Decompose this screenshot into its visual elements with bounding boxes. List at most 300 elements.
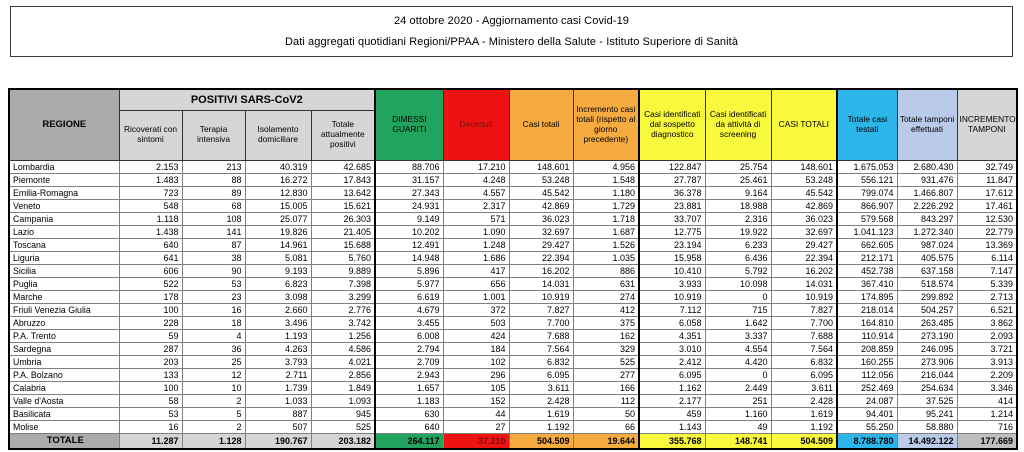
value-cell: 14.948 [375,251,443,264]
value-cell: 18.988 [705,199,771,212]
value-cell: 16 [182,303,245,316]
value-cell: 3.346 [957,381,1017,394]
region-name: Umbria [9,355,119,368]
value-cell: 6.619 [375,290,443,303]
value-cell: 2.711 [245,368,311,381]
value-cell: 44 [443,407,509,420]
value-cell: 507 [245,420,311,433]
value-cell: 11.847 [957,173,1017,186]
value-cell: 5.339 [957,277,1017,290]
value-cell: 1.729 [573,199,639,212]
title-line-1: 24 ottobre 2020 - Aggiornamento casi Covid-19 [393,15,630,28]
value-cell: 2.680.430 [897,160,957,173]
value-cell: 3.862 [957,316,1017,329]
value-cell: 1.192 [771,420,837,433]
value-cell: 15.688 [311,238,375,251]
value-cell: 2.226.292 [897,199,957,212]
value-cell: 3.913 [957,355,1017,368]
value-cell: 162 [573,329,639,342]
value-cell: 459 [639,407,705,420]
value-cell: 417 [443,264,509,277]
value-cell: 208.859 [837,342,897,355]
value-cell: 12.491 [375,238,443,251]
region-name: Lombardia [9,160,119,173]
value-cell: 887 [245,407,311,420]
value-cell: 53 [182,277,245,290]
value-cell: 1.686 [443,251,509,264]
value-cell: 19.922 [705,225,771,238]
value-cell: 4 [182,329,245,342]
value-cell: 7.827 [509,303,573,316]
region-name: Lazio [9,225,119,238]
table-row [9,355,1017,368]
value-cell: 166 [573,381,639,394]
column-header-totale-tamponi-effettuati: Totale tamponi effettuati [897,89,957,160]
value-cell: 152 [443,394,509,407]
value-cell: 10.919 [639,290,705,303]
table-row [9,238,1017,251]
value-cell: 112 [573,394,639,407]
value-cell: 38 [182,251,245,264]
region-name: P.A. Bolzano [9,368,119,381]
value-cell: 58.880 [897,420,957,433]
value-cell: 606 [119,264,182,277]
column-header-dimessi-guariti: DIMESSI GUARITI [375,89,443,160]
value-cell: 1.548 [573,173,639,186]
table-row [9,212,1017,225]
value-cell: 1.718 [573,212,639,225]
value-cell: 1.675.053 [837,160,897,173]
value-cell: 452.738 [837,264,897,277]
value-cell: 1.162 [639,381,705,394]
value-cell: 866.907 [837,199,897,212]
column-header-casi-totali: CASI TOTALI [771,89,837,160]
value-cell: 1.118 [119,212,182,225]
value-cell: 18 [182,316,245,329]
column-header-totale-casi-testati: Totale casi testati [837,89,897,160]
value-cell: 3.933 [639,277,705,290]
value-cell: 12.775 [639,225,705,238]
value-cell: 3.010 [639,342,705,355]
value-cell: 16.272 [245,173,311,186]
value-cell: 5.081 [245,251,311,264]
table-row [9,225,1017,238]
value-cell: 42.869 [509,199,573,212]
value-cell: 263.485 [897,316,957,329]
column-header-deceduti: Deceduti [443,89,509,160]
value-cell: 87 [182,238,245,251]
value-cell: 4.420 [705,355,771,368]
value-cell: 2.709 [375,355,443,368]
value-cell: 1.214 [957,407,1017,420]
value-cell: 412 [573,303,639,316]
value-cell: 19.644 [573,433,639,449]
value-cell: 37.210 [443,433,509,449]
value-cell: 641 [119,251,182,264]
value-cell: 50 [573,407,639,420]
value-cell: 88.706 [375,160,443,173]
value-cell: 36.023 [509,212,573,225]
value-cell: 17.461 [957,199,1017,212]
value-cell: 24.931 [375,199,443,212]
value-cell: 2 [182,394,245,407]
table-row [9,251,1017,264]
value-cell: 246.095 [897,342,957,355]
value-cell: 19.826 [245,225,311,238]
table-body [9,160,1017,449]
value-cell: 1.160 [705,407,771,420]
value-cell: 108 [182,212,245,225]
value-cell: 218.014 [837,303,897,316]
value-cell: 164.810 [837,316,897,329]
region-name: Abruzzo [9,316,119,329]
value-cell: 2.776 [311,303,375,316]
value-cell: 23 [182,290,245,303]
value-cell: 1.619 [509,407,573,420]
value-cell: 25 [182,355,245,368]
value-cell: 32.749 [957,160,1017,173]
value-cell: 0 [705,368,771,381]
table-row [9,186,1017,199]
value-cell: 7.398 [311,277,375,290]
value-cell: 1.193 [245,329,311,342]
value-cell: 9.164 [705,186,771,199]
value-cell: 1.033 [245,394,311,407]
value-cell: 45.542 [509,186,573,199]
value-cell: 25.461 [705,173,771,186]
value-cell: 251 [705,394,771,407]
value-cell: 1.143 [639,420,705,433]
value-cell: 1.093 [311,394,375,407]
value-cell: 7.112 [639,303,705,316]
table-row [9,199,1017,212]
value-cell: 100 [119,381,182,394]
value-cell: 49 [705,420,771,433]
value-cell: 548 [119,199,182,212]
value-cell: 637.158 [897,264,957,277]
value-cell: 1.128 [182,433,245,449]
value-cell: 4.679 [375,303,443,316]
value-cell: 2.449 [705,381,771,394]
value-cell: 7.827 [771,303,837,316]
value-cell: 203.182 [311,433,375,449]
value-cell: 662.605 [837,238,897,251]
table-row [9,394,1017,407]
value-cell: 843.297 [897,212,957,225]
table-row [9,277,1017,290]
value-cell: 296 [443,368,509,381]
value-cell: 2.660 [245,303,311,316]
value-cell: 372 [443,303,509,316]
value-cell: 987.024 [897,238,957,251]
value-cell: 31.157 [375,173,443,186]
value-cell: 886 [573,264,639,277]
value-cell: 12 [182,368,245,381]
table-row [9,290,1017,303]
value-cell: 9.149 [375,212,443,225]
value-cell: 53 [119,407,182,420]
value-cell: 1.272.340 [897,225,957,238]
title-box [10,6,1013,57]
value-cell: 90 [182,264,245,277]
value-cell: 3.299 [311,290,375,303]
value-cell: 3.793 [245,355,311,368]
value-cell: 53.248 [509,173,573,186]
value-cell: 4.554 [705,342,771,355]
region-name: Emilia-Romagna [9,186,119,199]
value-cell: 122.847 [639,160,705,173]
total-label: TOTALE [9,433,119,449]
value-cell: 16.202 [771,264,837,277]
value-cell: 212.171 [837,251,897,264]
column-header-incremento-casi-totali-rispetto-al-giorno-precedente: Incremento casi totali (rispetto al giorno precedente) [573,89,639,160]
value-cell: 6.095 [509,368,573,381]
value-cell: 13.369 [957,238,1017,251]
value-cell: 1.256 [311,329,375,342]
value-cell: 5.977 [375,277,443,290]
value-cell: 1.192 [509,420,573,433]
value-cell: 228 [119,316,182,329]
value-cell: 133 [119,368,182,381]
value-cell: 14.031 [771,277,837,290]
table-row [9,329,1017,342]
value-cell: 14.492.122 [897,433,957,449]
value-cell: 6.008 [375,329,443,342]
value-cell: 68 [182,199,245,212]
value-cell: 29.427 [771,238,837,251]
value-cell: 2.794 [375,342,443,355]
value-cell: 287 [119,342,182,355]
value-cell: 37.525 [897,394,957,407]
value-cell: 148.601 [509,160,573,173]
value-cell: 22.394 [771,251,837,264]
value-cell: 6.521 [957,303,1017,316]
column-header-ricoverati-con-sintomi: Ricoverati con sintomi [119,110,182,160]
value-cell: 15.005 [245,199,311,212]
value-cell: 414 [957,394,1017,407]
value-cell: 799.074 [837,186,897,199]
covid-data-table [8,88,1018,450]
value-cell: 21.405 [311,225,375,238]
value-cell: 184 [443,342,509,355]
value-cell: 7.564 [509,342,573,355]
region-name: Campania [9,212,119,225]
value-cell: 1.035 [573,251,639,264]
value-cell: 1.687 [573,225,639,238]
value-cell: 503 [443,316,509,329]
table-row [9,407,1017,420]
value-cell: 88 [182,173,245,186]
value-cell: 7.688 [509,329,573,342]
value-cell: 2.316 [705,212,771,225]
value-cell: 355.768 [639,433,705,449]
value-cell: 40.319 [245,160,311,173]
value-cell: 723 [119,186,182,199]
value-cell: 42.869 [771,199,837,212]
value-cell: 2.428 [771,394,837,407]
value-cell: 216.044 [897,368,957,381]
value-cell: 4.586 [311,342,375,355]
value-cell: 3.742 [311,316,375,329]
value-cell: 5.792 [705,264,771,277]
value-cell: 6.058 [639,316,705,329]
region-name: Marche [9,290,119,303]
value-cell: 32.697 [509,225,573,238]
value-cell: 640 [375,420,443,433]
value-cell: 1.657 [375,381,443,394]
value-cell: 1.090 [443,225,509,238]
value-cell: 178 [119,290,182,303]
value-cell: 17.843 [311,173,375,186]
value-cell: 571 [443,212,509,225]
value-cell: 1.180 [573,186,639,199]
value-cell: 7.147 [957,264,1017,277]
value-cell: 631 [573,277,639,290]
value-cell: 1.849 [311,381,375,394]
value-cell: 504.509 [771,433,837,449]
value-cell: 102 [443,355,509,368]
value-cell: 11.287 [119,433,182,449]
value-cell: 2.943 [375,368,443,381]
value-cell: 525 [311,420,375,433]
value-cell: 0 [705,290,771,303]
value-cell: 89 [182,186,245,199]
column-group-positivi-sars-cov2: POSITIVI SARS-CoV2 [119,89,375,110]
value-cell: 141 [182,225,245,238]
region-name: Molise [9,420,119,433]
value-cell: 6.823 [245,277,311,290]
table-row [9,264,1017,277]
value-cell: 375 [573,316,639,329]
column-header-casi-identificati-da-attivit-di-screening: Casi identificati da attività di screening [705,89,771,160]
table-row [9,173,1017,186]
value-cell: 4.248 [443,173,509,186]
value-cell: 17.612 [957,186,1017,199]
table-row [9,381,1017,394]
value-cell: 518.574 [897,277,957,290]
value-cell: 5.896 [375,264,443,277]
value-cell: 16.202 [509,264,573,277]
value-cell: 22.394 [509,251,573,264]
value-cell: 1.483 [119,173,182,186]
value-cell: 1.466.807 [897,186,957,199]
value-cell: 25.754 [705,160,771,173]
value-cell: 579.568 [837,212,897,225]
value-cell: 1.041.123 [837,225,897,238]
column-header-isolamento-domiciliare: Isolamento domiciliare [245,110,311,160]
value-cell: 26.303 [311,212,375,225]
value-cell: 329 [573,342,639,355]
value-cell: 12.830 [245,186,311,199]
value-cell: 4.351 [639,329,705,342]
value-cell: 504.257 [897,303,957,316]
value-cell: 2.177 [639,394,705,407]
value-cell: 17.210 [443,160,509,173]
value-cell: 252.469 [837,381,897,394]
value-cell: 22.779 [957,225,1017,238]
column-header-casi-identificati-dal-sospetto-diagnostico: Casi identificati dal sospetto diagnostico [639,89,705,160]
value-cell: 29.427 [509,238,573,251]
table-row [9,303,1017,316]
value-cell: 112.056 [837,368,897,381]
value-cell: 630 [375,407,443,420]
value-cell: 1.642 [705,316,771,329]
table-row [9,342,1017,355]
value-cell: 3.721 [957,342,1017,355]
value-cell: 273.906 [897,355,957,368]
region-name: Toscana [9,238,119,251]
value-cell: 23.194 [639,238,705,251]
value-cell: 2.317 [443,199,509,212]
value-cell: 10.410 [639,264,705,277]
value-cell: 2.713 [957,290,1017,303]
value-cell: 2.412 [639,355,705,368]
value-cell: 42.685 [311,160,375,173]
value-cell: 2.093 [957,329,1017,342]
column-header-casi-totali: Casi totali [509,89,573,160]
value-cell: 16 [119,420,182,433]
region-name: Sardegna [9,342,119,355]
region-name: Liguria [9,251,119,264]
value-cell: 110.914 [837,329,897,342]
value-cell: 5.760 [311,251,375,264]
value-cell: 424 [443,329,509,342]
value-cell: 6.436 [705,251,771,264]
value-cell: 7.688 [771,329,837,342]
table-header [9,89,1017,160]
value-cell: 2.209 [957,368,1017,381]
region-name: Basilicata [9,407,119,420]
value-cell: 3.611 [509,381,573,394]
value-cell: 6.233 [705,238,771,251]
value-cell: 14.961 [245,238,311,251]
value-cell: 405.575 [897,251,957,264]
value-cell: 53.248 [771,173,837,186]
value-cell: 45.542 [771,186,837,199]
value-cell: 4.557 [443,186,509,199]
value-cell: 273.190 [897,329,957,342]
value-cell: 3.455 [375,316,443,329]
value-cell: 174.895 [837,290,897,303]
value-cell: 25.077 [245,212,311,225]
region-name: Valle d'Aosta [9,394,119,407]
value-cell: 1.619 [771,407,837,420]
value-cell: 2.856 [311,368,375,381]
value-cell: 4.956 [573,160,639,173]
value-cell: 1.739 [245,381,311,394]
value-cell: 148.741 [705,433,771,449]
value-cell: 10.202 [375,225,443,238]
value-cell: 15.958 [639,251,705,264]
region-name: Veneto [9,199,119,212]
value-cell: 10 [182,381,245,394]
value-cell: 264.117 [375,433,443,449]
table-row [9,420,1017,433]
table-row [9,316,1017,329]
value-cell: 55.250 [837,420,897,433]
value-cell: 945 [311,407,375,420]
value-cell: 931.476 [897,173,957,186]
value-cell: 36.023 [771,212,837,225]
value-cell: 6.114 [957,251,1017,264]
value-cell: 1.248 [443,238,509,251]
value-cell: 7.700 [771,316,837,329]
value-cell: 23.881 [639,199,705,212]
value-cell: 36.378 [639,186,705,199]
value-cell: 656 [443,277,509,290]
value-cell: 190.767 [245,433,311,449]
value-cell: 10.919 [509,290,573,303]
